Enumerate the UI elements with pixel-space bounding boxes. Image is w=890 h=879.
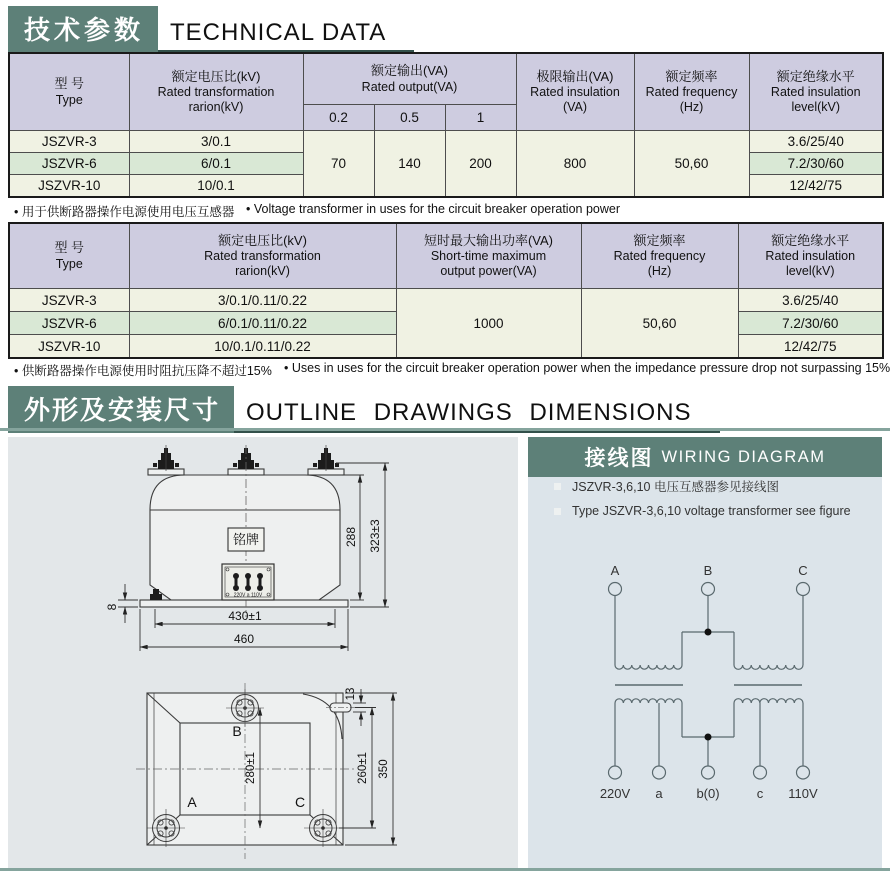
- dim-323: 323±3: [368, 519, 382, 553]
- dim-350: 350: [378, 759, 390, 779]
- insulation-cell: 12/42/75: [749, 175, 883, 198]
- terminal-B: B: [703, 563, 713, 578]
- col-frequency: 额定频率 Rated frequency (Hz): [634, 53, 749, 131]
- insulation-cell: 7.2/30/60: [749, 153, 883, 175]
- col-insulation-level: 额定绝缘水平 Rated insulation level(kV): [738, 223, 883, 289]
- wiring-title-en: WIRING DIAGRAM: [661, 447, 826, 466]
- col-limit-output: 极限输出(VA) Rated insulation (VA): [516, 53, 634, 131]
- secondary-winding-right: [734, 699, 803, 703]
- label-C: C: [294, 794, 306, 810]
- square-bullet-icon: [554, 483, 561, 490]
- wiring-terminal-labels: [600, 563, 818, 801]
- section2-title-en: OUTLINE DRAWINGS DIMENSIONS: [234, 399, 719, 433]
- wiring-diagram-panel: [528, 437, 882, 868]
- square-bullet-icon: [554, 508, 561, 515]
- col-frequency: 额定频率 Rated frequency (Hz): [581, 223, 738, 289]
- accuracy-class-0_2: 0.2: [303, 105, 374, 131]
- nameplate: [228, 528, 264, 551]
- table-row: [9, 289, 883, 312]
- wiring-diagram-header: [528, 437, 882, 477]
- label-A: A: [187, 794, 197, 810]
- junction-dot-secondary: [705, 734, 712, 741]
- limit-output-cell: 800: [516, 131, 634, 198]
- section2-title-zh: 外形及安装尺寸: [8, 386, 234, 433]
- section-header-technical-data: [8, 6, 414, 53]
- terminal-a: a: [655, 786, 663, 801]
- wiring-title-zh: 接线图: [584, 447, 654, 470]
- ratio-cell: 6/0.1/0.11/0.22: [129, 312, 396, 335]
- footnote-en: • Voltage transformer in uses for the circuit breaker operation power: [246, 202, 621, 216]
- technical-data-table-2: [8, 222, 884, 359]
- dim-460: 460: [233, 632, 255, 646]
- col-type: 型 号 Type: [9, 223, 129, 289]
- col-short-time-power: 短时最大输出功率(VA) Short-time maximum output power(VA): [396, 223, 581, 289]
- outline-drawing-panel: [8, 437, 518, 868]
- accuracy-class-0_5: 0.5: [374, 105, 445, 131]
- short-time-power-cell: 1000: [396, 289, 581, 359]
- section1-title-en: TECHNICAL DATA: [158, 19, 414, 53]
- ratio-cell: 10/0.1: [129, 175, 303, 198]
- type-cell: JSZVR-6: [9, 312, 129, 335]
- outline-drawing-svg: [8, 437, 518, 868]
- terminal-c: c: [756, 786, 764, 801]
- output-0_5-cell: 140: [374, 131, 445, 198]
- frequency-cell: 50,60: [581, 289, 738, 359]
- col-insulation-level: 额定绝缘水平 Rated insulation level(kV): [749, 53, 883, 131]
- table-row: [9, 131, 883, 153]
- footnote-en: • Uses in uses for the circuit breaker operation power when the impedance pressure drop not surpassing 15%: [284, 361, 890, 375]
- ratio-cell: 3/0.1/0.11/0.22: [129, 289, 396, 312]
- svg-text:铭牌: 铭牌: [232, 532, 260, 547]
- type-cell: JSZVR-3: [9, 289, 129, 312]
- ratio-cell: 6/0.1: [129, 153, 303, 175]
- dim-430: 430±1: [228, 609, 262, 623]
- primary-winding-right: [734, 665, 803, 669]
- dim-13: 13: [345, 687, 357, 701]
- section1-title-zh: 技术参数: [8, 6, 158, 53]
- accuracy-class-1: 1: [445, 105, 516, 131]
- secondary-winding-left: [615, 699, 682, 703]
- ratio-cell: 3/0.1: [129, 131, 303, 153]
- terminal-A: A: [610, 563, 620, 578]
- dim-8: 8: [105, 603, 119, 611]
- label-B: B: [232, 723, 242, 739]
- terminal-110V: 110V: [788, 786, 818, 801]
- terminal-C: C: [798, 563, 808, 578]
- col-ratio: 额定电压比(kV) Rated transformation rarion(kV): [129, 53, 303, 131]
- type-cell: JSZVR-10: [9, 175, 129, 198]
- dim-260: 260±1: [357, 752, 369, 784]
- insulation-cell: 12/42/75: [738, 335, 883, 359]
- primary-winding-left: [615, 665, 682, 669]
- secondary-terminal-block: [222, 564, 274, 600]
- terminal-block-label: 220V a 110V: [233, 592, 263, 599]
- type-cell: JSZVR-6: [9, 153, 129, 175]
- page-bottom-rule: [0, 868, 890, 871]
- footnote-zh: • 供断路器操作电源使用时阻抗压降不超过15%: [14, 364, 272, 378]
- technical-data-table-1: [8, 52, 884, 198]
- type-cell: JSZVR-10: [9, 335, 129, 359]
- dim-288: 288: [344, 526, 358, 548]
- output-0_2-cell: 70: [303, 131, 374, 198]
- dim-280: 280±1: [245, 752, 257, 784]
- footnote-zh: • 用于供断路器操作电源使用电压互感器: [14, 205, 235, 219]
- terminal-220V: 220V: [599, 786, 631, 801]
- insulation-cell: 7.2/30/60: [738, 312, 883, 335]
- col-rated-output: 额定输出(VA) Rated output(VA): [303, 53, 516, 105]
- junction-dot-primary: [705, 629, 712, 636]
- section2-underline: [0, 428, 890, 431]
- terminal-b0: b(0): [696, 786, 720, 801]
- wiring-diagram-svg: [528, 527, 882, 817]
- col-type: 型 号 Type: [9, 53, 129, 131]
- type-cell: JSZVR-3: [9, 131, 129, 153]
- ratio-cell: 10/0.1/0.11/0.22: [129, 335, 396, 359]
- col-ratio: 额定电压比(kV) Rated transformation rarion(kV): [129, 223, 396, 289]
- wiring-note-zh: JSZVR-3,6,10 电压互感器参见接线图: [554, 477, 882, 495]
- output-1-cell: 200: [445, 131, 516, 198]
- insulation-cell: 3.6/25/40: [749, 131, 883, 153]
- frequency-cell: 50,60: [634, 131, 749, 198]
- wiring-note-en: Type JSZVR-3,6,10 voltage transformer see figure: [554, 504, 882, 518]
- insulation-cell: 3.6/25/40: [738, 289, 883, 312]
- section-header-outline-drawings: [8, 386, 720, 433]
